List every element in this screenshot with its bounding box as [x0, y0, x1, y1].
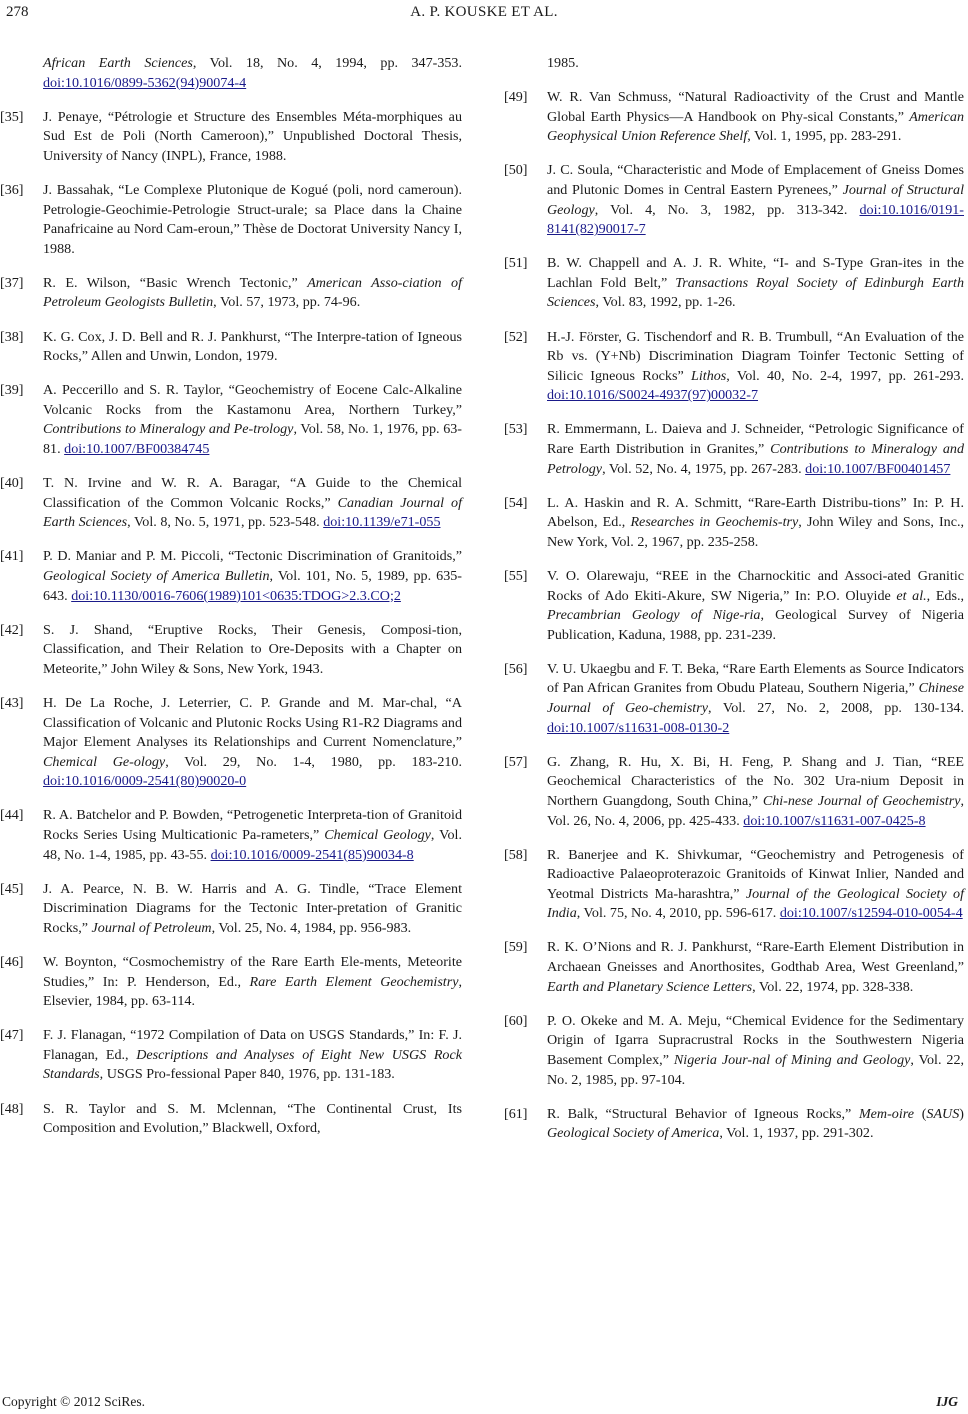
- reference-entry: [0, 806, 462, 865]
- reference-title-italic: Canadian Journal of Earth Sciences: [43, 494, 462, 531]
- reference-text: T. N. Irvine and W. R. A. Baragar, “A Guide to the Chemical Classification of the Common Volcanic Rocks,”: [43, 475, 462, 511]
- reference-number: [42]: [0, 621, 24, 638]
- reference-number: [46]: [0, 953, 24, 970]
- reference-entry: [504, 88, 964, 147]
- reference-entry: [0, 328, 462, 367]
- reference-text: , Elsevier, 1984, pp. 63-114.: [43, 973, 462, 1010]
- reference-number: [58]: [504, 846, 528, 863]
- reference-number: [52]: [504, 328, 528, 345]
- reference-number: [54]: [504, 494, 528, 511]
- reference-text: , Vol. 1, 1937, pp. 291-302.: [719, 1125, 874, 1142]
- reference-title-italic: Nigeria Jour-nal of Mining and Geology: [673, 1051, 911, 1068]
- reference-entry: [504, 753, 964, 831]
- reference-text: R. E. Wilson, “Basic Wrench Tectonic,”: [43, 274, 308, 291]
- reference-number: [60]: [504, 1012, 528, 1029]
- reference-text: B. W. Chappell and A. J. R. White, “I- and S-Type Gran-ites in the Lachlan Fold Belt,”: [547, 255, 964, 291]
- reference-number: [50]: [504, 162, 528, 179]
- reference-number: [43]: [0, 694, 24, 711]
- doi-link[interactable]: doi:10.1007/s12594-010-0054-4: [779, 905, 963, 922]
- reference-text: , Vol. 1, 1995, pp. 283-291.: [747, 128, 902, 145]
- reference-number: [39]: [0, 382, 24, 399]
- reference-number: [45]: [0, 880, 24, 897]
- reference-text: R. K. O’Nions and R. J. Pankhurst, “Rare-Earth Element Distribution in Archaean Gneisses and Anorthosites, Godthab Area, West Greenland,”: [547, 939, 964, 976]
- page-header: [0, 0, 968, 30]
- reference-entry: [0, 694, 462, 792]
- reference-title-italic: Descriptions and Analyses of Eight New USGS Rock Standards: [43, 1046, 462, 1083]
- reference-number: [38]: [0, 328, 24, 345]
- copyright-notice: Copyright © 2012 SciRes.: [2, 1394, 146, 1409]
- reference-title-italic: Geological Society of America Bulletin: [43, 567, 270, 584]
- doi-link[interactable]: doi:10.1130/0016-7606(1989)101<0635:TDOG>2.3.CO;2: [71, 587, 401, 604]
- reference-text: A. Peccerillo and S. R. Taylor, “Geochemistry of Eocene Calc-Alkaline Volcanic Rocks from the Kastamonu Area, Northern Turkey,”: [43, 382, 462, 418]
- reference-number: [49]: [504, 89, 528, 106]
- reference-text: , Vol. 57, 1973, pp. 74-96.: [213, 294, 361, 311]
- reference-number: [36]: [0, 181, 24, 198]
- reference-continuation: [504, 54, 964, 74]
- reference-text: , John Wiley and Sons, Inc., New York, Vol. 2, 1967, pp. 235-258.: [547, 514, 965, 550]
- reference-title-italic: Lithos: [691, 367, 727, 384]
- reference-text: , Vol. 4, No. 3, 1982, pp. 313-342.: [594, 201, 860, 218]
- reference-text: R. A. Batchelor and P. Bowden, “Petrogenetic Interpreta-tion of Granitoid Rocks Series Using Multicationic Pa-rameters,”: [43, 807, 462, 843]
- reference-text: R. Banerjee and K. Shivkumar, “Geochemistry and Petrogenesis of Radioactive Palaeoproterazoic Granitoids of Kinwat Inlier, Nanded and Yeotmal Districts Ma-harashtra,”: [547, 846, 964, 902]
- reference-title-italic: American Asso-ciation of Petroleum Geologists Bulletin: [43, 274, 462, 311]
- reference-title-italic: Journal of the Geological Society of India: [547, 885, 964, 922]
- reference-number: [56]: [504, 660, 528, 677]
- reference-text: J. Penaye, “Pétrologie et Structure des Ensembles Méta-morphiques au Sud Est de Poli (North Cameroon),” Unpublished Doctoral Thesis, University of Nancy (INPL), France, 1988.: [43, 108, 462, 164]
- reference-text: P. D. Maniar and P. M. Piccoli, “Tectonic Discrimination of Granitoids,”: [43, 548, 462, 565]
- reference-continuation: [0, 54, 462, 93]
- reference-text: , Vol. 29, No. 1-4, 1980, pp. 183-210.: [165, 753, 462, 770]
- reference-text: , Vol. 18, No. 4, 1994, pp. 347-353.: [192, 55, 462, 71]
- doi-link[interactable]: doi:10.1016/0191-8141(82)90017-7: [547, 201, 964, 238]
- doi-link[interactable]: doi:10.1016/0899-5362(94)90074-4: [43, 74, 247, 91]
- reference-text: W. Boynton, “Cosmochemistry of the Rare Earth Ele-ments, Meteorite Studies,” In: P. Henderson, Ed.,: [43, 953, 462, 990]
- reference-title-italic: Contributions to Mineralogy and Petrology: [547, 441, 964, 477]
- reference-entry: [0, 953, 462, 1012]
- reference-text: R. Balk, “Structural Behavior of Igneous Rocks,”: [547, 1105, 859, 1122]
- reference-entry: [0, 181, 462, 259]
- reference-number: [44]: [0, 807, 24, 824]
- reference-number: [55]: [504, 567, 528, 584]
- reference-text: R. Emmermann, L. Daieva and J. Schneider, “Petrologic Significance of Rare Earth Distribution in Granites,”: [547, 421, 964, 457]
- reference-number: [47]: [0, 1027, 24, 1044]
- reference-text: V. O. Olarewaju, “REE in the Charnockitic and Associ-ated Granitic Rocks of Ado Ekiti-Akure, SW Nigeria,” In: P.O. Oluyide: [547, 567, 964, 604]
- reference-text: , Vol. 27, No. 2, 2008, pp. 130-134.: [707, 700, 964, 717]
- reference-title-italic: Contributions to Mineralogy and Pe-trology: [43, 421, 294, 438]
- reference-entry: [0, 880, 462, 939]
- reference-text: H. De La Roche, J. Leterrier, C. P. Grande and M. Mar-chal, “A Classification of Volcanic and Plutonic Rocks Using R1-R2 Diagrams and Major Element Analyses its Relationships and Current Nomenclature,”: [43, 694, 462, 751]
- reference-entry: [504, 420, 964, 479]
- doi-link[interactable]: doi:10.1016/0009-2541(80)90020-0: [43, 773, 247, 790]
- reference-entry: [504, 254, 964, 313]
- reference-text: 1985.: [547, 55, 579, 71]
- reference-entry: [0, 1100, 462, 1139]
- reference-entry: [504, 938, 964, 997]
- reference-text: , Vol. 75, No. 4, 2010, pp. 596-617.: [576, 905, 780, 922]
- reference-text: (: [913, 1105, 927, 1122]
- reference-text: , USGS Pro-fessional Paper 840, 1976, pp. 131-183.: [99, 1066, 395, 1083]
- reference-title-italic: Precambrian Geology of Nige-ria: [547, 607, 761, 624]
- reference-entry: [504, 567, 964, 645]
- reference-text: S. J. Shand, “Eruptive Rocks, Their Genesis, Composi-tion, Classification, and Their Relation to Ore-Deposits with a Chapter on Meteorite,” John Wiley & Sons, New York, 1943.: [43, 621, 462, 677]
- reference-text: V. U. Ukaegbu and F. T. Beka, “Rare Earth Elements as Source Indicators of Pan African Granites from Obudu Plateau, Southern Nigeria,”: [547, 660, 964, 697]
- reference-text: , Vol. 25, No. 4, 1984, pp. 956-983.: [211, 919, 412, 936]
- reference-text: K. G. Cox, J. D. Bell and R. J. Pankhurst, “The Interpre-tation of Igneous Rocks,” Allen and Unwin, London, 1979.: [43, 328, 462, 365]
- reference-title-italic: Transactions Royal Society of Edinburgh Earth Sciences: [547, 274, 964, 311]
- reference-number: [61]: [504, 1105, 528, 1122]
- reference-number: [57]: [504, 753, 528, 770]
- journal-abbreviation: IJG: [936, 1394, 958, 1409]
- reference-title-italic: African Earth Sciences: [43, 55, 193, 71]
- reference-text: P. O. Okeke and M. A. Meju, “Chemical Evidence for the Sedimentary Origin of Igarra Supracrustral Rocks in the Southwestern Nigeria Basement Complex,”: [547, 1012, 964, 1068]
- doi-link[interactable]: doi:10.1007/s11631-008-0130-2: [547, 719, 730, 736]
- reference-title-italic: Chinese Journal of Geo-chemistry: [547, 680, 964, 717]
- reference-text: , Vol. 48, No. 1-4, 1985, pp. 43-55.: [43, 827, 463, 863]
- reference-entry: [504, 660, 964, 738]
- reference-number: [37]: [0, 274, 24, 291]
- running-head: A. P. KOUSKE ET AL.: [410, 4, 558, 20]
- reference-entry: [0, 381, 462, 459]
- reference-text: , Vol. 40, No. 2-4, 1997, pp. 261-293.: [726, 367, 964, 384]
- reference-entry: [504, 1012, 964, 1090]
- reference-title-italic: et al.: [896, 587, 927, 604]
- reference-text: , Vol. 22, No. 2, 1985, pp. 97-104.: [547, 1051, 965, 1088]
- reference-entry: [0, 621, 462, 680]
- references-left-column: [0, 54, 462, 1153]
- reference-entry: [0, 1026, 462, 1085]
- reference-text: F. J. Flanagan, “1972 Compilation of Data on USGS Standards,” In: F. J. Flanagan, Ed.,: [43, 1027, 462, 1063]
- reference-entry: [504, 328, 964, 406]
- doi-link[interactable]: doi:10.1016/S0024-4937(97)00032-7: [547, 387, 759, 404]
- reference-title-italic: Geological Society of America: [547, 1125, 720, 1142]
- reference-number: [51]: [504, 255, 528, 272]
- reference-title-italic: Chi-nese Journal of Geochemistry: [762, 792, 961, 809]
- reference-text: S. R. Taylor and S. M. Mclennan, “The Continental Crust, Its Composition and Evolution,” Blackwell, Oxford,: [43, 1100, 462, 1137]
- reference-entry: [504, 161, 964, 239]
- reference-title-italic: Researches in Geochemis-try: [630, 514, 799, 531]
- reference-text: , Vol. 52, No. 4, 1975, pp. 267-283.: [602, 460, 806, 477]
- page-number: 278: [6, 4, 29, 20]
- reference-number: [48]: [0, 1100, 24, 1117]
- reference-number: [53]: [504, 421, 528, 438]
- reference-text: , Vol. 101, No. 5, 1989, pp. 635-643.: [43, 567, 462, 604]
- reference-text: L. A. Haskin and R. A. Schmitt, “Rare-Earth Distribu-tions” In: P. H. Abelson, Ed.,: [547, 494, 964, 531]
- doi-link[interactable]: doi:10.1007/s11631-007-0425-8: [743, 812, 926, 829]
- reference-entry: [504, 494, 964, 553]
- reference-text: , Eds.,: [926, 587, 965, 604]
- reference-entry: [0, 108, 462, 167]
- reference-entry: [504, 846, 964, 924]
- doi-link[interactable]: doi:10.1139/e71-055: [323, 514, 441, 531]
- reference-text: W. R. Van Schmuss, “Natural Radioactivity of the Crust and Mantle Global Earth Physics—A Handbook on Phy-sical Constants,”: [547, 89, 964, 125]
- reference-title-italic: Earth and Planetary Science Letters: [547, 978, 753, 995]
- reference-text: , Vol. 58, No. 1, 1976, pp. 63-81.: [43, 421, 462, 457]
- reference-title-italic: American Geophysical Union Reference Shelf: [547, 108, 964, 145]
- reference-title-italic: Chemical Ge-ology: [43, 753, 166, 770]
- reference-text: , Vol. 8, No. 5, 1971, pp. 523-548.: [127, 514, 324, 531]
- reference-entry: [504, 1105, 964, 1144]
- references-right-column: [504, 54, 964, 1158]
- reference-number: [40]: [0, 475, 24, 492]
- reference-text: , Geological Survey of Nigeria Publication, Kaduna, 1988, pp. 231-239.: [547, 607, 964, 643]
- reference-title-italic: Rare Earth Element Geochemistry: [249, 973, 459, 990]
- reference-text: H.-J. Förster, G. Tischendorf and R. B. Trumbull, “An Evaluation of the Rb vs. (Y+Nb) Discrimination Diagram Toinfer Tectonic Setting of Silicic Igneous Rocks”: [547, 328, 964, 384]
- reference-text: G. Zhang, R. Hu, X. Bi, H. Feng, P. Shang and J. Tian, “REE Geochemical Characteristics of the No. 302 Ura-nium Deposit in Northern Guangdong, South China,”: [547, 753, 964, 809]
- doi-link[interactable]: doi:10.1007/BF00384745: [64, 441, 210, 457]
- reference-number: [59]: [504, 939, 528, 956]
- reference-text: J. Bassahak, “Le Complexe Plutonique de Kogué (poli, nord cameroun). Petrologie-Geochimie-Petrologie Struct-urale; sa Place dans la Chaine Panafricaine au Nord Cam-eroun,” Thèse de Doctorat University Nancy I, 1988.: [43, 181, 462, 257]
- reference-text: J. C. Soula, “Characteristic and Mode of Emplacement of Gneiss Domes and Plutonic Domes in Central Eastern Pyrenees,”: [547, 162, 964, 198]
- reference-number: [41]: [0, 548, 24, 565]
- reference-text: , Vol. 22, 1974, pp. 328-338.: [752, 978, 914, 995]
- reference-entry: [0, 547, 462, 606]
- reference-entry: [0, 474, 462, 533]
- reference-number: [35]: [0, 108, 24, 125]
- reference-title-italic: Chemical Geology: [324, 827, 431, 843]
- reference-text: ): [959, 1105, 964, 1122]
- doi-link[interactable]: doi:10.1007/BF00401457: [805, 460, 951, 477]
- reference-title-italic: SAUS: [926, 1105, 960, 1122]
- reference-text: J. A. Pearce, N. B. W. Harris and A. G. Tindle, “Trace Element Discrimination Diagrams for the Tectonic Inter-pretation of Granitic Rocks,”: [43, 880, 462, 936]
- reference-title-italic: Mem-oire: [858, 1105, 914, 1122]
- reference-text: , Vol. 26, No. 4, 2006, pp. 425-433.: [547, 792, 964, 829]
- reference-text: , Vol. 83, 1992, pp. 1-26.: [595, 294, 736, 311]
- reference-entry: [0, 274, 462, 313]
- doi-link[interactable]: doi:10.1016/0009-2541(85)90034-8: [210, 846, 414, 863]
- reference-title-italic: Journal of Petroleum: [91, 919, 212, 936]
- reference-title-italic: Journal of Structural Geology: [547, 181, 964, 218]
